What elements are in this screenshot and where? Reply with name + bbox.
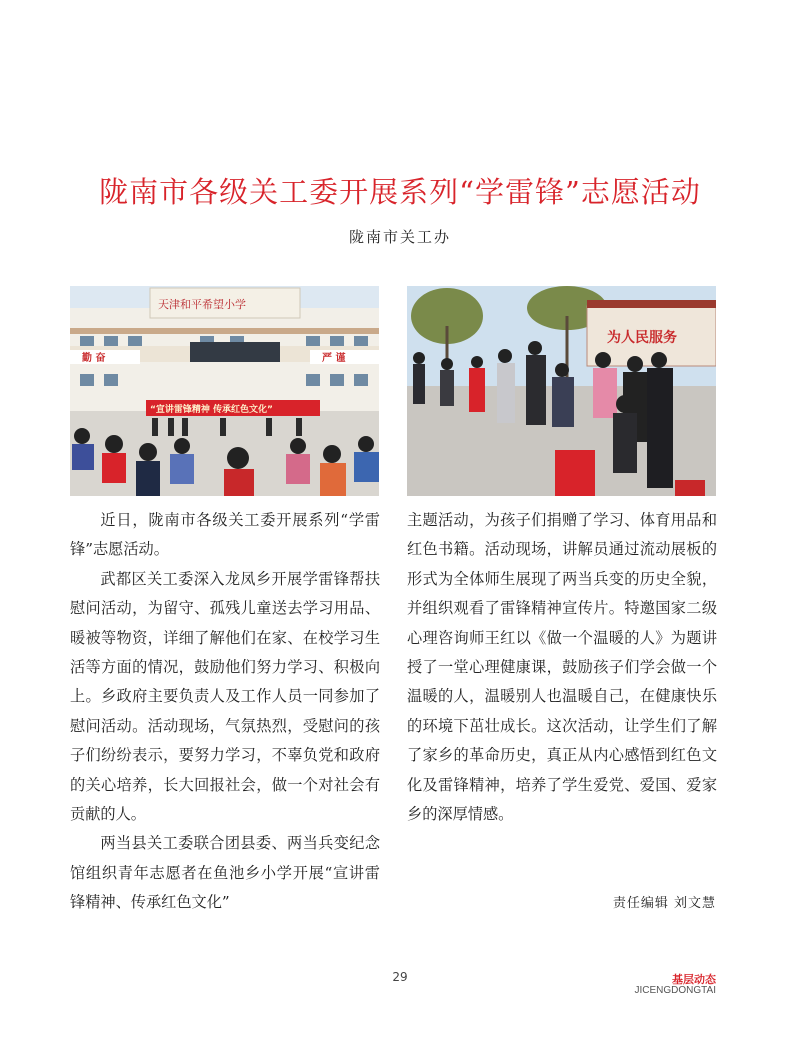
paragraph-wudu: 武都区关工委深入龙凤乡开展学雷锋帮扶慰问活动，为留守、孤残儿童送去学习用品、暖被等物资，详细了解他们在家、在校学习生活等方面的情况，鼓励他们努力学习、积极向上。乡政府主要负责人及工作人员一同参加了慰问活动。活动现场，气氛热烈，受慰问的孩子们纷纷表示，要努力学习，不辜负党和政府的关心培养，长大回报社会，做一个对社会有贡献的人。 bbox=[70, 569, 380, 824]
text-column-left bbox=[70, 506, 380, 918]
text-column-right bbox=[407, 506, 717, 829]
page-number: 29 bbox=[392, 970, 408, 984]
editor-credit: 责任编辑 刘文慧 bbox=[612, 896, 716, 911]
photo-donation-event bbox=[407, 286, 716, 496]
school-sign-text: 天津和平希望小学 bbox=[158, 298, 246, 311]
paragraph-liangdang-continued: 主题活动，为孩子们捐赠了学习、体育用品和红色书籍。活动现场，讲解员通过流动展板的形式为全体师生展现了两当兵变的历史全貌，并组织观看了雷锋精神宣传片。特邀国家二级心理咨询师王红以《做一个温暖的人》为题讲授了一堂心理健康课，鼓励孩子们学会做一个温暖的人，温暖别人也温暖自己，在健康快乐的环境下茁壮成长。这次活动，让学生们了解了家乡的革命历史，真正从内心感悟到红色文化及雷锋精神，培养了学生爱党、爱国、爱家乡的深厚情感。 bbox=[407, 511, 717, 824]
paragraph-liangdang: 两当县关工委联合团县委、两当兵变纪念馆组织青年志愿者在鱼池乡小学开展“宣讲雷锋精神、传承红色文化” bbox=[70, 834, 380, 912]
banner-text: “宣讲雷锋精神 传承红色文化” bbox=[150, 405, 273, 415]
section-name-cn: 基层动态 bbox=[672, 973, 716, 986]
article-author: 陇南市关工办 bbox=[348, 228, 451, 246]
slogan-right-text: 严 谨 bbox=[322, 353, 346, 364]
slogan-left-text: 勤 奋 bbox=[82, 353, 106, 364]
paragraph-intro: 近日，陇南市各级关工委开展系列“学雷锋”志愿活动。 bbox=[70, 511, 380, 559]
section-name-en: JICENGDONGTAI bbox=[634, 985, 716, 996]
photo-school-event bbox=[70, 286, 379, 496]
memorial-sign-text: 为人民服务 bbox=[607, 330, 677, 346]
article-title: 陇南市各级关工委开展系列“学雷锋”志愿活动 bbox=[99, 175, 701, 209]
